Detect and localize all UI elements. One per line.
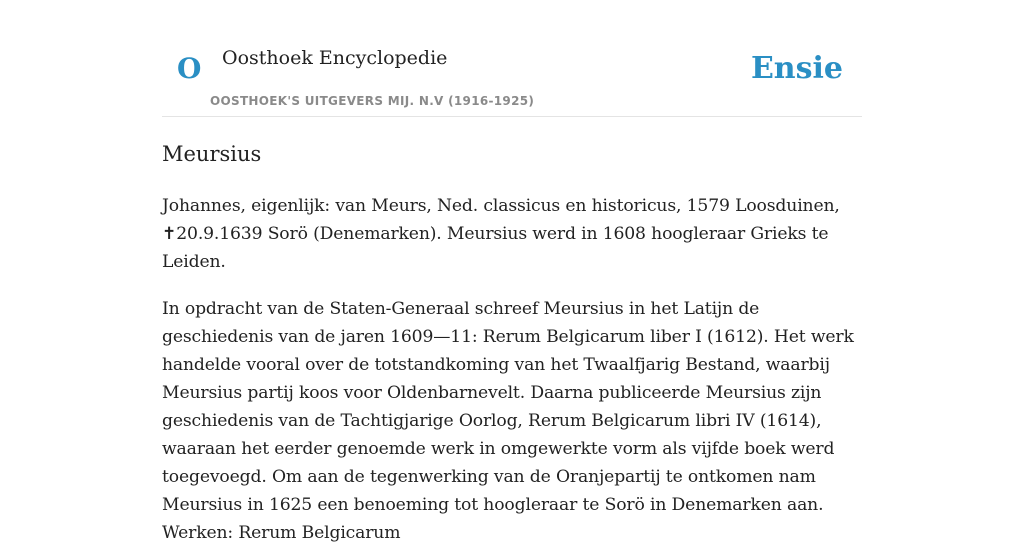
site-header [162,0,862,117]
encyclopedia-logo-icon[interactable]: O [177,52,202,85]
ensie-logo-link[interactable]: Ensie [750,51,843,86]
book-title-link[interactable]: Oosthoek Encyclopedie [222,47,448,69]
article-paragraph-2: In opdracht van de Staten-Generaal schreef Meursius in het Latijn de geschiedenis van de jaren 1609—11: Rerum Belgicarum liber I (1612). Het werk handelde vooral over de totstandkoming van het Twaalfjarig Bestand, waarbij Meursius partij koos voor Oldenbarnevelt. Daarna publiceerde Meursius zijn geschiedenis van de Tachtigjarige Oorlog, Rerum Belgicarum libri IV (1614), waaraan het eerder genoemde werk in omgewerkte vorm als vijfde boek werd toegevoegd. Om aan de tegenwerking van de Oranjepartij te ontkomen nam Meursius in 1625 een benoeming tot hoogleraar te Sorö in Denemarken aan. Werken: Rerum Belgicarum [162,299,854,543]
publisher-subtitle: OOSTHOEK'S UITGEVERS MIJ. N.V (1916-1925) [210,94,535,108]
article-paragraph-1: Johannes, eigenlijk: van Meurs, Ned. classicus en historicus, 1579 Loosduinen, ✝20.9.1639 Sorö (Denemarken). Meursius werd in 1608 hoogleraar Grieks te Leiden. [162,196,840,272]
article-title: Meursius [162,142,262,166]
article-content [162,138,862,547]
